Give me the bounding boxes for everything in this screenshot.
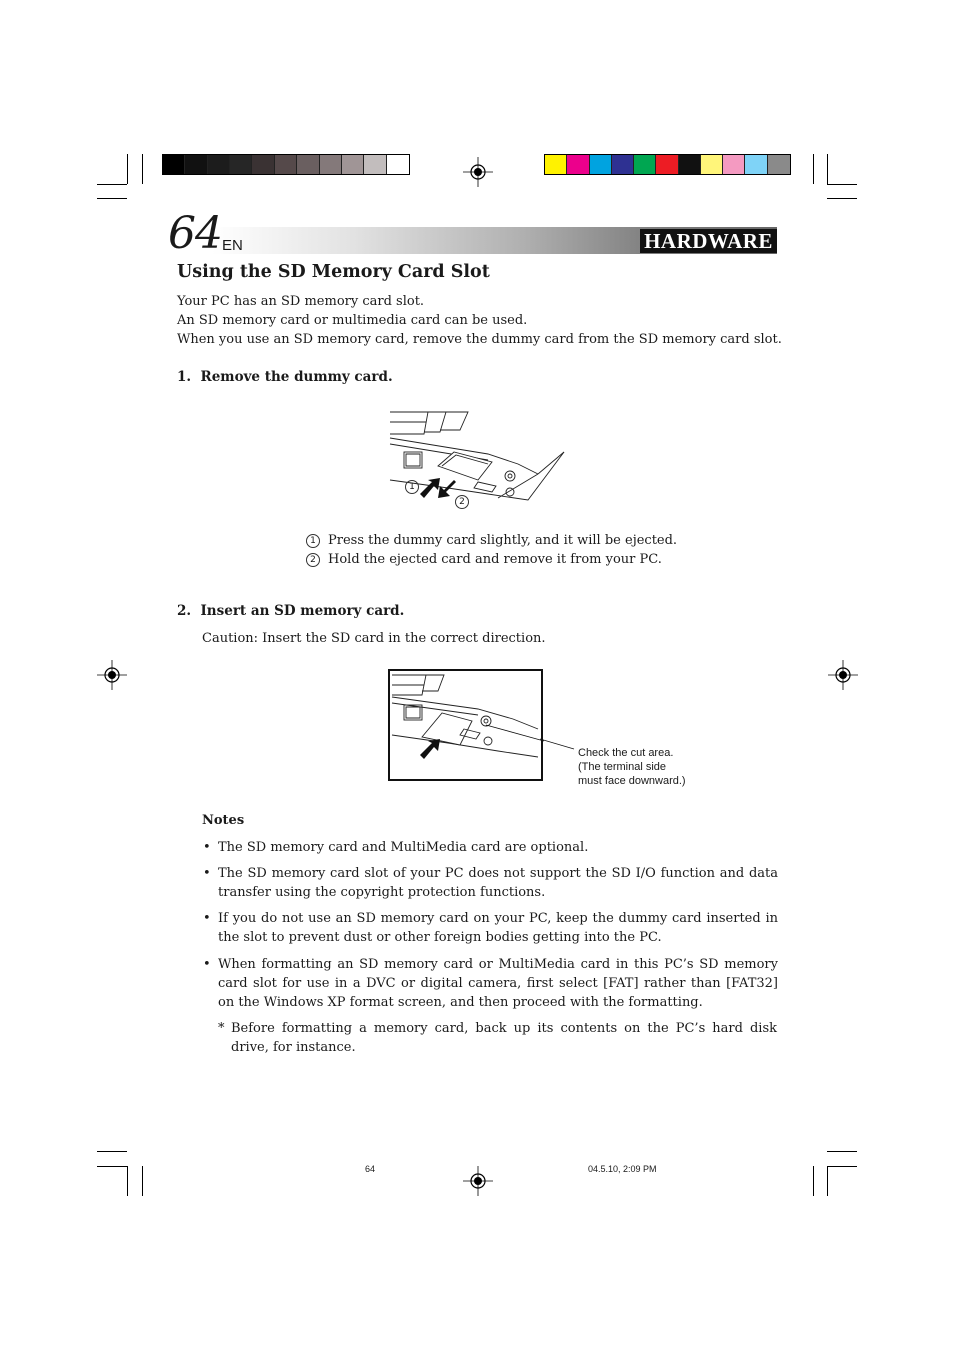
page-title: Using the SD Memory Card Slot [177,262,490,282]
crop-mark [97,184,127,185]
note-item: • When formatting an SD memory card or MultiMedia card in this PC’s SD memory card slot for use in a DVC or digital camera, first select [FAT] rather than [FAT32] on the Windows XP format screen, and then proceed with the formatting. [203,957,778,1010]
cut-area-callout: Check the cut area. (The terminal side must face downward.) [578,747,686,787]
color-swatch [612,155,634,174]
color-swatch [656,155,678,174]
note-item: • The SD memory card slot of your PC does not support the SD I/O function and data transfer using the copyright protection functions. [203,866,778,900]
registration-mark-icon [828,660,858,690]
color-swatch [208,155,230,174]
footnote: * Before formatting a memory card, back up its contents on the PC’s hard disk drive, for instance. [218,1021,777,1055]
crop-mark [827,1166,828,1196]
registration-mark-icon [463,157,493,187]
color-swatch [679,155,701,174]
crop-mark [97,198,127,199]
crop-mark [827,198,857,199]
color-swatch [768,155,790,174]
crop-mark [827,1151,857,1152]
color-swatch [163,155,185,174]
intro-line: When you use an SD memory card, remove the dummy card from the SD memory card slot. [177,332,782,347]
step-2-heading: 2. Insert an SD memory card. [177,603,405,619]
color-swatch [320,155,342,174]
crop-mark [827,184,857,185]
callout-1: 1 [405,479,419,494]
caution-text: Caution: Insert the SD card in the correct direction. [202,631,546,646]
intro-line: An SD memory card or multimedia card can be used. [177,313,528,328]
color-swatch [230,155,252,174]
color-swatch [701,155,723,174]
color-swatch [252,155,274,174]
color-swatch [545,155,567,174]
callout-leader-line [540,735,580,755]
note-item: • If you do not use an SD memory card on your PC, keep the dummy card inserted in the slot to prevent dust or other foreign bodies getting into the PC. [203,911,778,945]
process-color-bar [544,154,791,175]
step-1-heading: 1. Remove the dummy card. [177,369,393,385]
crop-mark [827,1166,857,1167]
instruction-2: 2 Hold the ejected card and remove it from your PC. [306,550,662,569]
color-swatch [745,155,767,174]
crop-mark [142,1166,143,1196]
color-swatch [275,155,297,174]
callout-2: 2 [455,494,469,509]
color-swatch [387,155,409,174]
color-swatch [297,155,319,174]
page-number: 64 [168,208,222,259]
footer-page: 64 [365,1164,376,1174]
crop-mark [127,154,128,184]
language-code: EN [222,237,243,254]
color-swatch [342,155,364,174]
crop-mark [97,1151,127,1152]
footer-timestamp: 04.5.10, 2:09 PM [588,1164,657,1174]
color-swatch [590,155,612,174]
grayscale-color-bar [162,154,410,175]
notes-heading: Notes [202,813,245,828]
crop-mark [142,154,143,184]
instruction-1: 1 Press the dummy card slightly, and it will be ejected. [306,531,677,550]
note-item: • The SD memory card and MultiMedia card are optional. [203,840,589,855]
section-title: HARDWARE [640,229,777,253]
color-swatch [634,155,656,174]
registration-mark-icon [97,660,127,690]
color-swatch [185,155,207,174]
color-swatch [723,155,745,174]
color-swatch [567,155,589,174]
sd-card-insertion-illustration [388,669,544,782]
crop-mark [127,1166,128,1196]
crop-mark [97,1166,127,1167]
crop-mark [813,154,814,184]
intro-line: Your PC has an SD memory card slot. [177,294,425,309]
color-swatch [364,155,386,174]
crop-mark [813,1166,814,1196]
crop-mark [827,154,828,184]
registration-mark-icon [463,1166,493,1196]
